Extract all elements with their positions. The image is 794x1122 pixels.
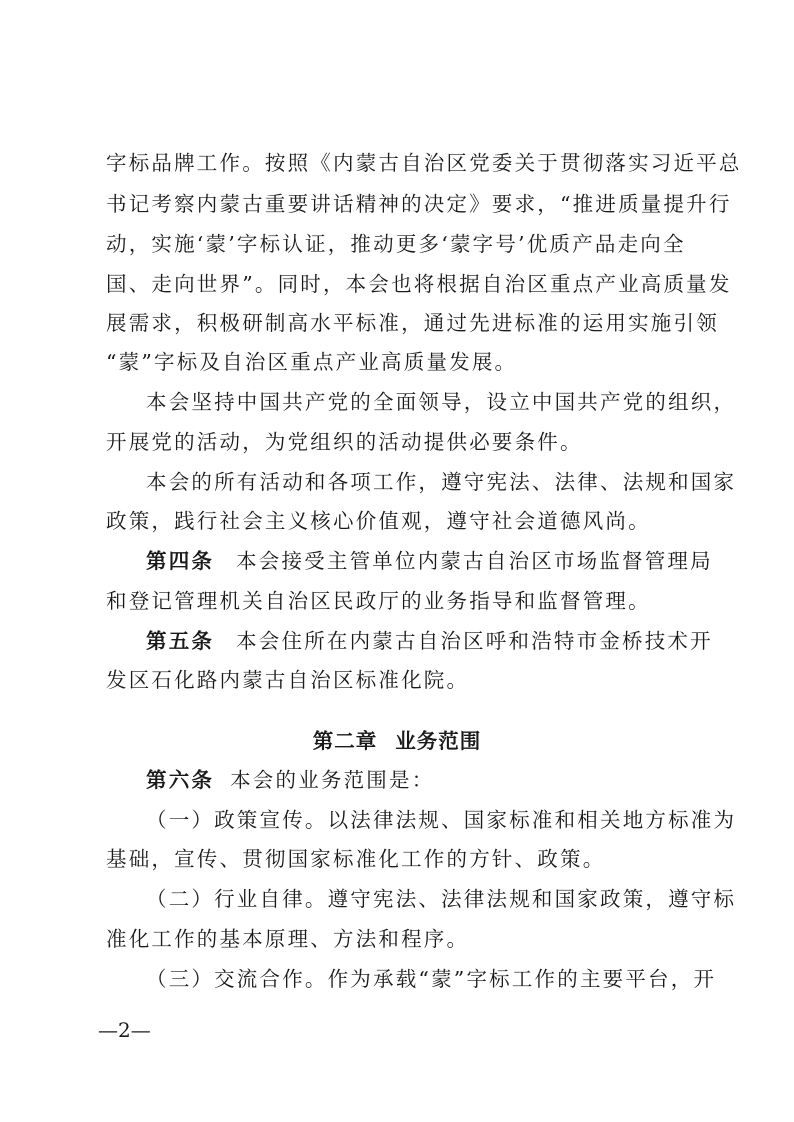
list-item-line: （三）交流合作。作为承载“蒙”字标工作的主要平台，开 [146,967,717,991]
list-item-line: 准化工作的基本原理、方法和程序。 [106,927,470,951]
page-number: —2— [98,1018,151,1042]
body-line: 动，实施‘蒙’字标认证，推动更多‘蒙字号’优质产品走向全 [106,232,686,256]
article-4-text: 本会接受主管单位内蒙古自治区市场监督管理局 [236,549,713,573]
body-line: “蒙”字标及自治区重点产业高质量发展。 [106,350,518,374]
article-5-line [146,626,713,656]
list-item-line: 基础，宣传、贯彻国家标准化工作的方针、政策。 [106,847,606,871]
body-line: 和登记管理机关自治区民政厅的业务指导和监督管理。 [106,589,651,613]
list-item-line: （二）行业自律。遵守宪法、法律法规和国家政策，遵守标 [146,887,737,911]
body-line: 发区石化路内蒙古自治区标准化院。 [106,668,470,692]
article-6-label: 第六条 [146,768,215,792]
article-4-label: 第四条 [146,549,215,573]
article-6-text: 本会的业务范围是： [230,768,435,792]
chapter-title: 业务范围 [395,729,482,753]
body-line: 开展党的活动，为党组织的活动提供必要条件。 [106,430,583,454]
article-4-line [146,546,713,576]
body-line: 本会的所有活动和各项工作，遵守宪法、法律、法规和国家 [146,470,737,494]
article-6-line [146,765,694,795]
body-line: 书记考察内蒙古重要讲话精神的决定》要求，“推进质量提升行 [106,192,732,216]
body-line: 字标品牌工作。按照《内蒙古自治区党委关于贯彻落实习近平总 [106,151,742,175]
chapter-number: 第二章 [312,729,378,753]
chapter-heading [0,726,794,756]
article-5-text: 本会住所在内蒙古自治区呼和浩特市金桥技术开 [236,629,713,653]
list-item-line: （一）政策宣传。以法律法规、国家标准和相关地方标准为 [146,808,737,832]
body-line: 政策，践行社会主义核心价值观，遵守社会道德风尚。 [106,509,651,533]
body-line: 国、走向世界”。同时，本会也将根据自治区重点产业高质量发 [106,272,732,296]
body-line: 展需求，积极研制高水平标准，通过先进标准的运用实施引领 [106,311,719,335]
article-5-label: 第五条 [146,629,215,653]
body-line: 本会坚持中国共产党的全面领导，设立中国共产党的组织， [146,390,737,414]
